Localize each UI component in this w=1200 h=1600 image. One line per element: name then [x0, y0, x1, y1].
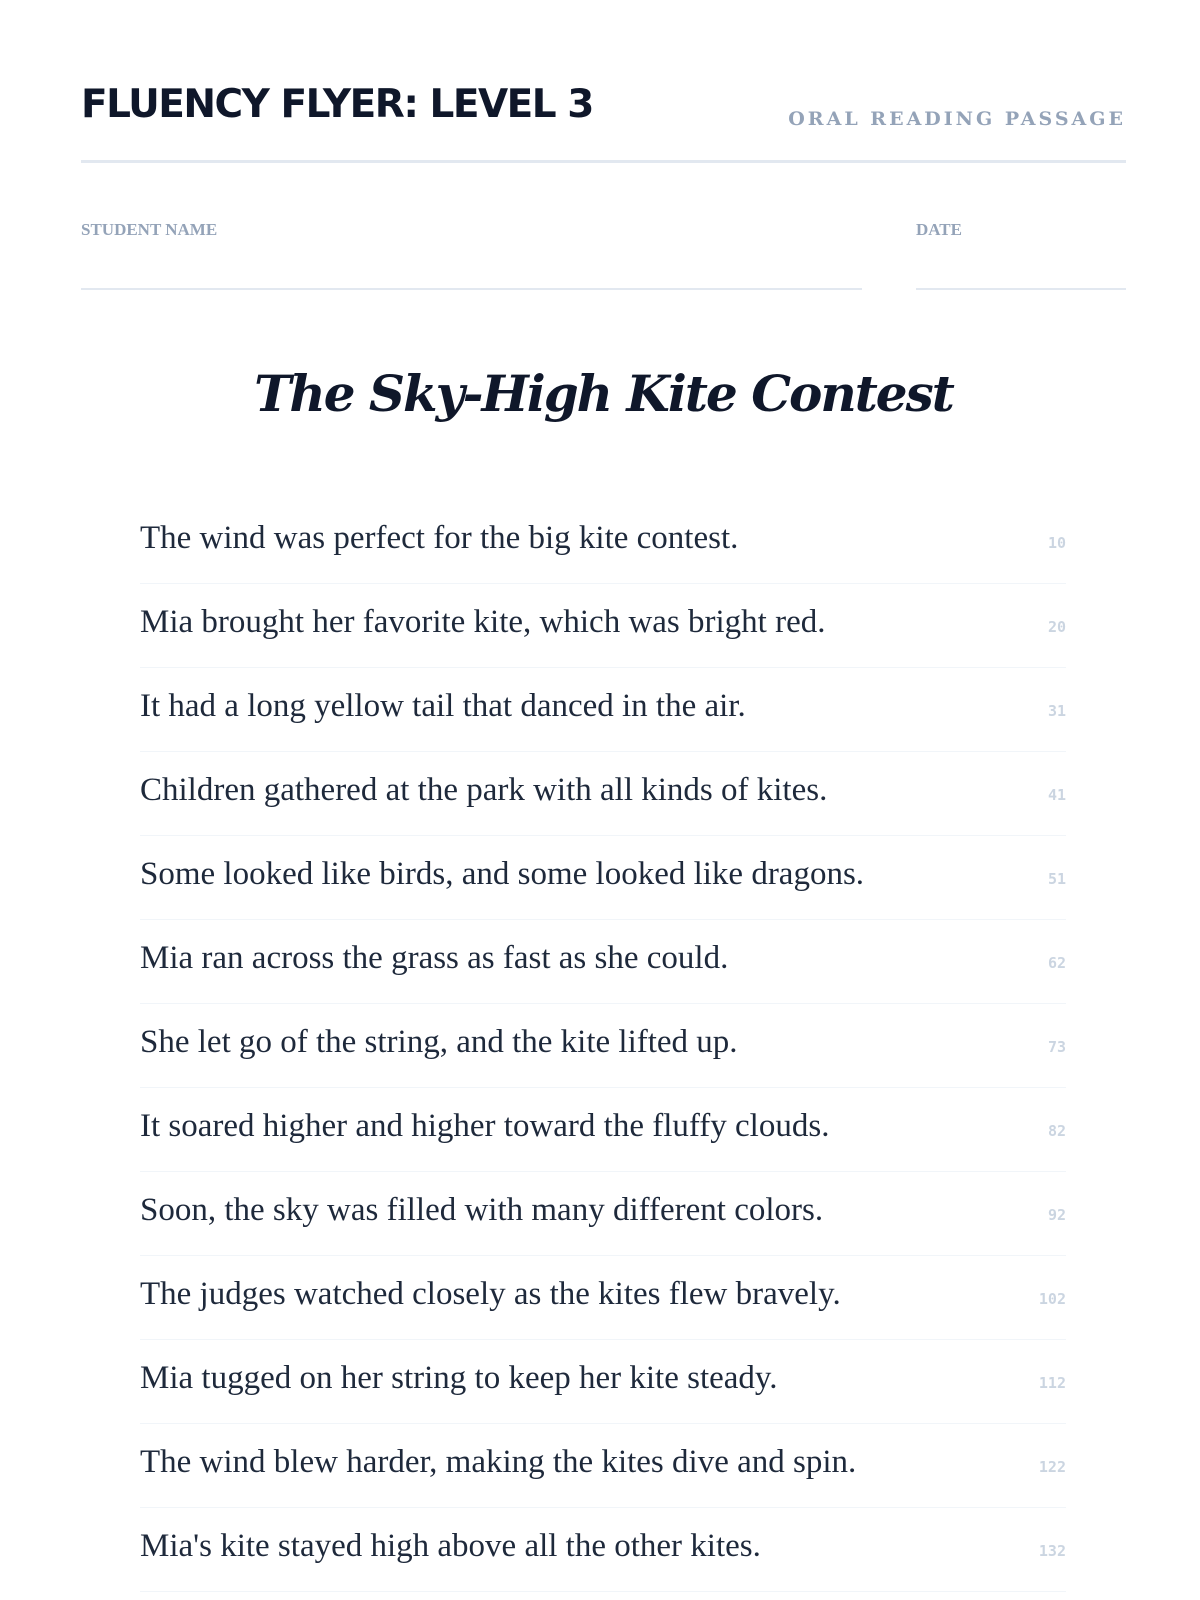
cumulative-word-count: 102 [1038, 1290, 1066, 1308]
worksheet-subtitle: ORAL READING PASSAGE [788, 108, 1126, 130]
reading-passage [140, 500, 1066, 1592]
passage-line [140, 1088, 1066, 1172]
passage-line [140, 1256, 1066, 1340]
passage-line [140, 1508, 1066, 1592]
passage-line-text: Some looked like birds, and some looked like dragons. [140, 856, 865, 892]
date-line[interactable] [916, 288, 1126, 290]
passage-line-text: It soared higher and higher toward the fluffy clouds. [140, 1108, 830, 1144]
passage-line-text: Mia's kite stayed high above all the other kites. [140, 1528, 761, 1564]
cumulative-word-count: 122 [1038, 1458, 1066, 1476]
passage-line [140, 1004, 1066, 1088]
cumulative-word-count: 82 [1047, 1122, 1066, 1140]
passage-line [140, 1340, 1066, 1424]
passage-line [140, 836, 1066, 920]
cumulative-word-count: 92 [1047, 1206, 1066, 1224]
cumulative-word-count: 41 [1047, 786, 1066, 804]
passage-line-text: The wind blew harder, making the kites dive and spin. [140, 1444, 857, 1480]
passage-line [140, 920, 1066, 1004]
passage-line [140, 500, 1066, 584]
cumulative-word-count: 112 [1038, 1374, 1066, 1392]
cumulative-word-count: 31 [1047, 702, 1066, 720]
passage-line-text: It had a long yellow tail that danced in the air. [140, 688, 746, 724]
passage-line-text: Children gathered at the park with all kinds of kites. [140, 772, 828, 808]
passage-line-text: Mia tugged on her string to keep her kite steady. [140, 1360, 778, 1396]
story-title: The Sky-High Kite Contest [254, 364, 953, 423]
worksheet-title: FLUENCY FLYER: LEVEL 3 [81, 82, 593, 127]
passage-line [140, 1172, 1066, 1256]
student-name-label: STUDENT NAME [81, 220, 218, 239]
cumulative-word-count: 62 [1047, 954, 1066, 972]
passage-line [140, 668, 1066, 752]
passage-line [140, 752, 1066, 836]
passage-line-text: Mia brought her favorite kite, which was bright red. [140, 604, 826, 640]
cumulative-word-count: 10 [1047, 534, 1066, 552]
student-name-line[interactable] [81, 288, 862, 290]
cumulative-word-count: 132 [1038, 1542, 1066, 1560]
passage-line-text: Mia ran across the grass as fast as she could. [140, 940, 729, 976]
worksheet-header [81, 78, 1126, 163]
passage-line [140, 584, 1066, 668]
passage-line-text: The wind was perfect for the big kite contest. [140, 520, 739, 556]
passage-line-text: Soon, the sky was filled with many different colors. [140, 1192, 824, 1228]
date-label: DATE [916, 220, 962, 239]
cumulative-word-count: 20 [1047, 618, 1066, 636]
cumulative-word-count: 73 [1047, 1038, 1066, 1056]
passage-line [140, 1424, 1066, 1508]
passage-line-text: The judges watched closely as the kites flew bravely. [140, 1276, 841, 1312]
cumulative-word-count: 51 [1047, 870, 1066, 888]
passage-line-text: She let go of the string, and the kite lifted up. [140, 1024, 738, 1060]
